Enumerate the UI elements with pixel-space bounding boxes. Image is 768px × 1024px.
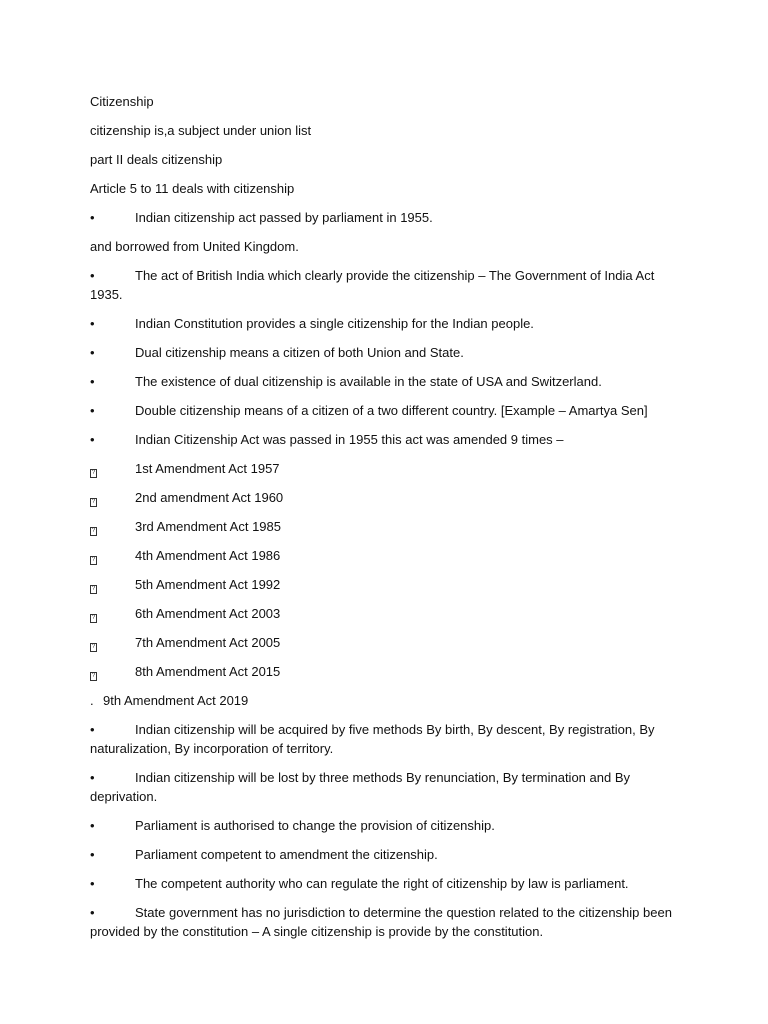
bullet-marker: • [90,316,95,331]
bullet-text: The act of British India which clearly provide the citizenship – The Government of India Act 1935. [90,268,655,302]
dot-marker: . [90,693,94,708]
bullet-marker: • [90,345,95,360]
missing-glyph-icon [90,488,135,507]
amendment-text: 3rd Amendment Act 1985 [135,519,281,534]
amendment-text: 4th Amendment Act 1986 [135,548,281,563]
amendment-item [90,459,690,478]
bullet-text: Indian Constitution provides a single citizenship for the Indian people. [135,316,534,331]
bullet-marker: • [90,432,95,447]
bullet-marker: • [90,818,95,833]
amendment-text: 2nd amendment Act 1960 [135,490,284,505]
bullet-marker: • [90,403,95,418]
bullet-marker: • [90,847,95,862]
amendment-text: 5th Amendment Act 1992 [135,577,281,592]
amendment-text: 9th Amendment Act 2019 [103,693,249,708]
amendment-item [90,662,690,681]
amendment-text: 6th Amendment Act 2003 [135,606,281,621]
missing-glyph-box: ? [91,470,96,476]
missing-glyph-icon [90,575,135,594]
bullet-text: Parliament is authorised to change the provision of citizenship. [135,818,495,833]
amendment-item [90,633,690,652]
bullet-text: The existence of dual citizenship is available in the state of USA and Switzerland. [135,374,602,389]
bullet-item [90,401,690,420]
paragraph: citizenship is,a subject under union list [90,123,312,138]
bullet-marker: • [90,905,95,920]
bullet-marker: • [90,876,95,891]
bullet-item [90,343,690,362]
amendment-item [90,691,690,710]
bullet-text: Indian citizenship will be acquired by five methods By birth, By descent, By registration, By naturalization, By incorporation of territory. [90,722,655,756]
bullet-item [90,314,690,333]
missing-glyph-box: ? [91,586,96,592]
amendment-item [90,604,690,623]
bullet-text: Indian citizenship will be lost by three methods By renunciation, By termination and By deprivation. [90,770,630,804]
amendment-text: 1st Amendment Act 1957 [135,461,280,476]
bullet-item [90,903,690,941]
bullet-item [90,208,690,227]
missing-glyph-icon [90,662,135,681]
bullet-text: State government has no jurisdiction to determine the question related to the citizenship been provided by the constitution – A single citizenship is provide by the constitution. [90,905,672,939]
missing-glyph-box: ? [91,499,96,505]
missing-glyph-icon [90,633,135,652]
bullet-item [90,845,690,864]
amendment-item [90,517,690,536]
missing-glyph-icon [90,546,135,565]
bullet-item [90,874,690,893]
bullet-text: Indian Citizenship Act was passed in 1955 this act was amended 9 times – [135,432,564,447]
paragraph: Article 5 to 11 deals with citizenship [90,181,295,196]
bullet-text: Parliament competent to amendment the citizenship. [135,847,438,862]
paragraph: part II deals citizenship [90,152,223,167]
bullet-item [90,720,690,758]
document-title: Citizenship [90,94,154,109]
amendment-item [90,546,690,565]
bullet-marker: • [90,268,95,283]
bullet-marker: • [90,722,95,737]
bullet-marker: • [90,374,95,389]
missing-glyph-box: ? [91,673,96,679]
missing-glyph-icon [90,517,135,536]
missing-glyph-box: ? [91,557,96,563]
missing-glyph-box: ? [91,528,96,534]
bullet-text: Double citizenship means of a citizen of a two different country. [Example – Amartya Sen] [135,403,648,418]
missing-glyph-icon [90,459,135,478]
bullet-text: Indian citizenship act passed by parliament in 1955. [135,210,433,225]
bullet-item [90,266,690,304]
amendment-text: 8th Amendment Act 2015 [135,664,281,679]
bullet-text: Dual citizenship means a citizen of both Union and State. [135,345,464,360]
amendment-item [90,488,690,507]
bullet-item [90,816,690,835]
document-body [90,92,690,951]
amendment-text: 7th Amendment Act 2005 [135,635,281,650]
paragraph: and borrowed from United Kingdom. [90,239,299,254]
bullet-item [90,768,690,806]
bullet-marker: • [90,210,95,225]
bullet-text: The competent authority who can regulate the right of citizenship by law is parliament. [135,876,629,891]
missing-glyph-box: ? [91,615,96,621]
bullet-item [90,372,690,391]
amendment-item [90,575,690,594]
bullet-marker: • [90,770,95,785]
bullet-item [90,430,690,449]
missing-glyph-box: ? [91,644,96,650]
missing-glyph-icon [90,604,135,623]
